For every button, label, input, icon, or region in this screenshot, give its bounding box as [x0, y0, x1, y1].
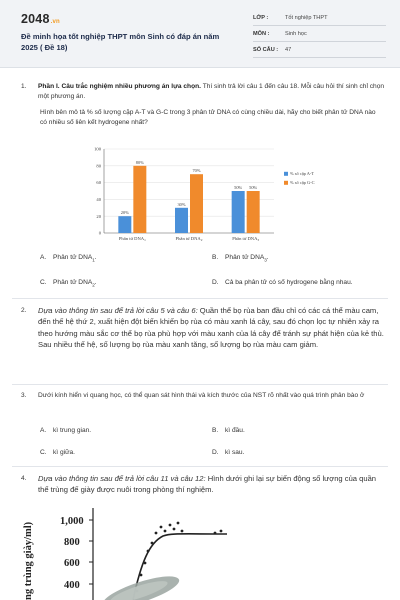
question-2-text: Dựa vào thông tin sau để trả lời câu 5 và câu 6: Quần thể bọ rùa ban đầu chỉ có các cá thể màu cam, đến thế hệ thứ 2, xuất hiện đột biến khiến bọ rùa có màu xanh lá cây, sau đó chọn lọc tự nhiên xảy ra theo hướng màu sắc cơ thể bọ rùa phù hợp với màu xanh của lá cây để tránh sự phát hiện của kẻ thù. Sau nhiều thế hệ, số lượng bọ rùa màu xanh tăng, số lượng bọ rùa màu cam giảm. [38, 306, 384, 350]
bar-value-label: 20% [120, 210, 129, 216]
bar-at [232, 191, 245, 233]
photo-ytick: 400 [64, 580, 80, 591]
question-1-option-c[interactable]: C. Phân tử $DNA_2$. [40, 279, 97, 288]
x-tick-label: Phân tử $DNA_2$ [175, 236, 203, 243]
y-tick-label: 40 [96, 197, 101, 202]
meta-grade: LỚP : Tốt nghiệp THPT [253, 13, 386, 26]
photo-ytick: 1,000 [60, 516, 84, 527]
divider [12, 298, 388, 299]
bar-gc [247, 191, 260, 233]
population-growth-chart-image [21, 503, 241, 600]
legend-swatch [284, 172, 288, 176]
document-header [0, 0, 400, 68]
bar-value-label: 70% [192, 168, 201, 174]
question-1-option-a[interactable]: A. Phân tử $DNA_1$. [40, 254, 97, 263]
photo-ytick: 600 [64, 558, 80, 569]
y-tick-label: 80 [96, 163, 101, 169]
question-4-number: 4. [21, 475, 27, 482]
bar-gc [133, 166, 146, 233]
y-tick-label: 0 [98, 230, 101, 236]
question-1-option-b[interactable]: B. Phân tử $DNA_3$. [212, 254, 269, 263]
question-4-text: Dựa vào thông tin sau để trả lời câu 11 và câu 12: Hình dưới ghi lại sự biến động số lượng của quần thể trùng đế giày được nuôi trong phòng thí nghiệm. [38, 474, 377, 495]
legend-swatch [284, 181, 288, 185]
question-1-number: 1. [21, 83, 27, 90]
question-3-stem: Dưới kính hiển vi quang học, có thể quan sát hình thái và kích thước của NST rõ nhất vào quá trình phân bào ở [38, 392, 365, 399]
question-3-option-d[interactable]: D. kì sau. [212, 449, 245, 456]
photo-ytick: 800 [64, 537, 80, 548]
question-2-number: 2. [21, 307, 27, 314]
question-1-option-d[interactable]: D. Cả ba phân tử có số hydrogene bằng nhau. [212, 279, 353, 286]
divider [12, 384, 388, 385]
question-1-stem: Hình bên mô tả % số lượng cặp A-T và G-C trong 3 phân tử DNA có cùng chiều dài, hãy cho biết phân tử DNA nào có nhiều số liên kết hydrogene nhất? [40, 109, 376, 126]
bar-value-label: 80% [135, 159, 144, 165]
y-tick-label: 100 [94, 146, 101, 152]
bar-value-label: 50% [249, 185, 258, 190]
bar-value-label: 30% [177, 201, 186, 207]
question-3-option-a[interactable]: A. kì trung gian. [40, 427, 92, 434]
question-3-option-c[interactable]: C. kì giữa. [40, 449, 76, 456]
legend-label: % số cặp A-T [290, 171, 315, 176]
bar-at [175, 208, 188, 233]
document-title: Đề minh họa tốt nghiệp THPT môn Sinh có đáp án năm 2025 ( Đề 18) [21, 32, 220, 52]
y-tick-label: 60 [96, 180, 101, 186]
y-tick-label: 20 [96, 213, 101, 219]
bar-value-label: 50% [234, 185, 243, 190]
x-tick-label: Phân tử $DNA_3$ [232, 236, 260, 243]
meta-subject: MÔN : Sinh học [253, 29, 386, 42]
legend-label: % số cặp G-C [290, 180, 315, 185]
photo-ylabel: ng trùng giày/ml) [23, 521, 34, 600]
divider [12, 466, 388, 467]
bar-gc [190, 174, 203, 233]
bar-at [118, 216, 131, 233]
question-3-number: 3. [21, 392, 27, 399]
x-tick-label: Phân tử $DNA_1$ [118, 236, 146, 243]
meta-question-count: SỐ CÂU : 47 [253, 45, 386, 58]
question-1-instruction: Phần I. Câu trắc nghiệm nhiều phương án lựa chọn. Thí sinh trả lời câu 1 đến câu 18. Mỗi câu hỏi thí sinh chỉ chọn một phương án. [38, 83, 385, 100]
site-logo[interactable]: 2048.vn [21, 12, 60, 26]
question-3-option-b[interactable]: B. kì đầu. [212, 427, 245, 434]
dna-bar-chart [88, 145, 338, 245]
